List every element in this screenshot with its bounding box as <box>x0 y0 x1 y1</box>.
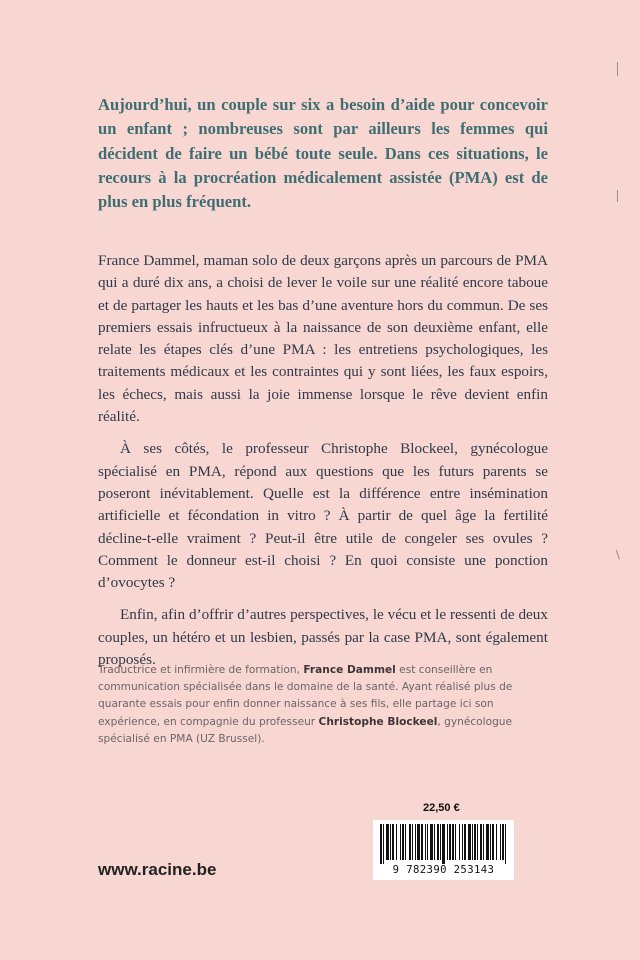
barcode-bar <box>452 824 454 860</box>
barcode-bar <box>464 824 466 860</box>
barcode-bar <box>430 824 433 860</box>
spine-mark <box>616 547 630 560</box>
barcode-bar <box>483 824 484 860</box>
barcode-bar <box>474 824 476 860</box>
barcode-bar <box>462 824 463 860</box>
barcode-bar <box>396 824 397 860</box>
publisher-website[interactable]: www.racine.be <box>98 860 217 879</box>
barcode-bar <box>412 824 413 860</box>
barcode-bar <box>383 824 384 864</box>
barcode-bar <box>502 824 504 860</box>
description-paragraph-2: À ses côtés, le professeur Christophe Blockeel, gynécologue spécialisé en PMA, répond aux questions que les futurs parents se poseront inévitablement. Quelle est la différence entre insémination artificielle et fécondation in vitro ? À partir de quel âge la fertilité décline-t-elle vraiment ? Peut-il être utile de congeler ses ovules ? Comment le donneur est-il choisi ? En quoi consiste une ponction d’ovocytes ? <box>98 440 548 592</box>
spine-edge-marks <box>603 62 640 582</box>
barcode-bar <box>390 824 391 860</box>
barcode-bar <box>459 824 460 860</box>
barcode-bar <box>480 824 482 860</box>
barcode-bar <box>492 824 494 860</box>
description-paragraph-3: Enfin, afin d’offrir d’autres perspectives, le vécu et le ressenti de deux couples, un hétéro et un lesbien, passés par la case PMA, sont également proposés. <box>98 606 548 669</box>
barcode-bar <box>449 824 451 860</box>
barcode-bar <box>440 824 441 860</box>
barcode-bar <box>415 824 416 860</box>
description-paragraph-1: France Dammel, maman solo de deux garçons après un parcours de PMA qui a duré dix ans, a choisi de lever le voile sur une réalité encore taboue et de partager les hauts et les bas d’une aventure hors du commun. De ses premiers essais infructueux à la naissance de son deuxième enfant, elle relate les étapes clés d’une PMA : les entretiens psychologiques, les traitements médicaux et les contraintes qui y sont liées, les faux espoirs, les échecs, mais aussi la joie immense lorsque le rêve devient enfin réalité. <box>98 252 548 426</box>
author-bio <box>98 662 538 748</box>
barcode-bar <box>468 824 471 860</box>
price-label: 22,50 € <box>423 802 460 814</box>
barcode-bar <box>434 824 435 860</box>
bio-author-name: France Dammel <box>303 664 396 676</box>
barcode-bars <box>378 824 509 864</box>
barcode-bar <box>477 824 478 860</box>
barcode-bar <box>447 824 448 860</box>
barcode-bar <box>500 824 501 860</box>
bio-text-1: Traductrice et infirmière de formation, <box>98 664 304 676</box>
barcode-bar <box>380 824 382 864</box>
barcode-bar <box>427 824 428 860</box>
bio-text-3: , gynécologue spécialisé en PMA (UZ Brussel). <box>98 715 513 745</box>
bio-text-2: est conseillère en communication spécialisée dans le domaine de la santé. Ayant réalisé plus de quarante essais pour enfin donner naissance à ses fils, elle partage ici son expérience, en compagnie du professeur <box>98 664 513 728</box>
barcode-bar <box>405 824 406 860</box>
lead-paragraph: Aujourd’hui, un couple sur six a besoin d’aide pour concevoir un enfant ; nombreuses sont par ailleurs les femmes qui décident de faire un bébé toute seule. Dans ces situations, le recours à la procréation médicalement assistée (PMA) est de plus en plus fréquent. <box>98 95 548 212</box>
barcode-bar <box>386 824 389 860</box>
isbn-number: 9 782390 253143 <box>392 864 495 876</box>
description <box>98 250 548 681</box>
barcode-bar <box>421 824 423 860</box>
barcode-bar <box>437 824 439 860</box>
barcode-bar <box>496 824 497 860</box>
barcode-bar <box>392 824 394 860</box>
barcode-bar <box>400 824 401 860</box>
bio-coauthor-name: Christophe Blockeel <box>318 715 438 728</box>
barcode-bar <box>486 824 489 860</box>
barcode-bar <box>472 824 473 860</box>
spine-mark <box>617 62 628 76</box>
spine-mark <box>617 190 628 202</box>
barcode <box>373 820 514 880</box>
barcode-bar <box>490 824 491 860</box>
barcode-bar <box>402 824 404 860</box>
barcode-bar <box>455 824 456 860</box>
barcode-bar <box>442 824 445 864</box>
barcode-bar <box>417 824 420 860</box>
barcode-bar <box>505 824 506 864</box>
barcode-bar <box>425 824 426 860</box>
barcode-bar <box>409 824 411 860</box>
